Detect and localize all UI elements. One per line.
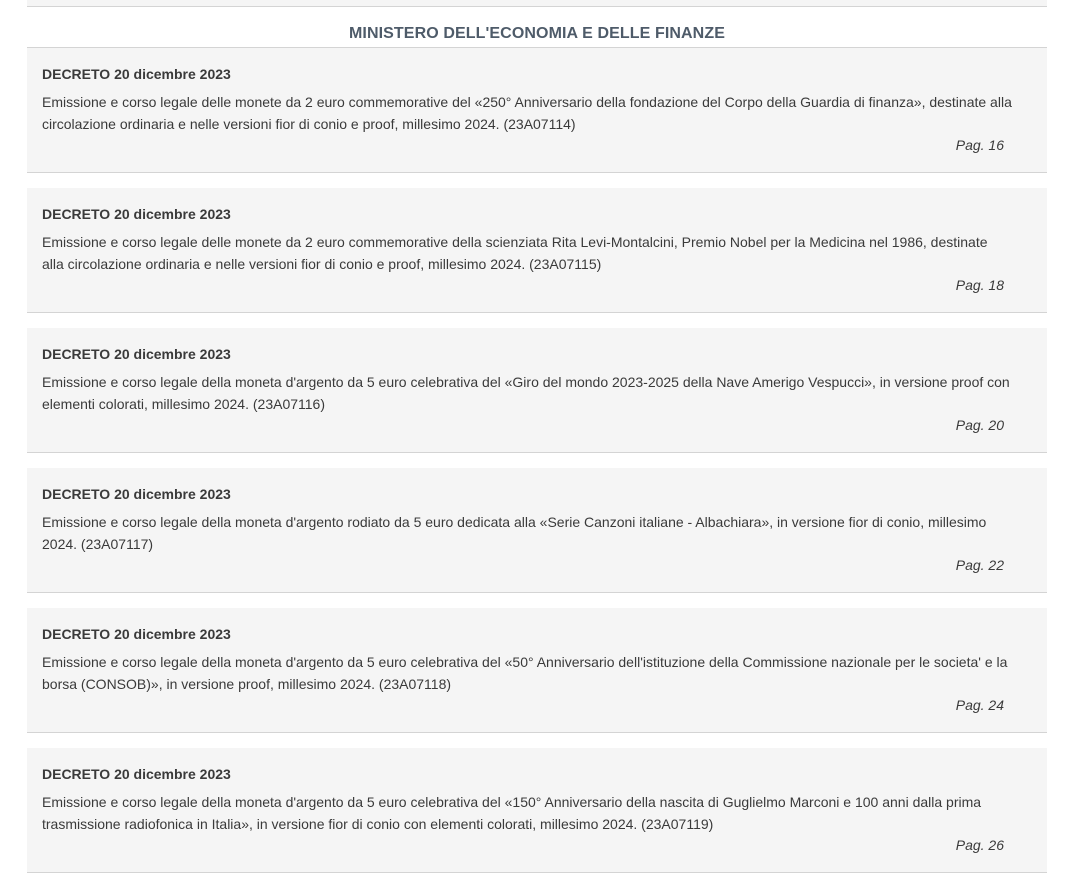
list-item bbox=[27, 48, 1047, 173]
entry-page-number: Pag. 24 bbox=[955, 697, 1004, 713]
entry-title-link[interactable]: DECRETO 20 dicembre 2023 bbox=[42, 206, 231, 222]
entry-title-link[interactable]: DECRETO 20 dicembre 2023 bbox=[42, 66, 231, 82]
list-item bbox=[27, 328, 1047, 453]
entry-description-link[interactable]: Emissione e corso legale della moneta d'argento rodiato da 5 euro dedicata alla «Serie Canzoni italiane - Albachiara», in versione fior di conio, millesimo 2024. (23A07117) bbox=[42, 514, 987, 552]
section-header bbox=[27, 18, 1047, 48]
entry-title-link[interactable]: DECRETO 20 dicembre 2023 bbox=[42, 766, 231, 782]
entry-description-link[interactable]: Emissione e corso legale delle monete da 2 euro commemorative del «250° Anniversario della fondazione del Corpo della Guardia di finanza», destinate alla circolazione ordinaria e nelle versioni fior di conio e proof, millesimo 2024. (23A07114) bbox=[42, 94, 1012, 132]
entry-page-number: Pag. 18 bbox=[955, 277, 1004, 293]
previous-entry-card bbox=[27, 0, 1047, 7]
list-item bbox=[27, 608, 1047, 733]
entry-description-link[interactable]: Emissione e corso legale delle monete da 2 euro commemorative della scienziata Rita Levi-Montalcini, Premio Nobel per la Medicina nel 1986, destinate alla circolazione ordinaria e nelle versioni fior di conio e proof, millesimo 2024. (23A07115) bbox=[42, 234, 988, 272]
list-item bbox=[27, 468, 1047, 593]
entry-page-number: Pag. 26 bbox=[955, 837, 1004, 853]
entry-description-link[interactable]: Emissione e corso legale della moneta d'argento da 5 euro celebrativa del «Giro del mondo 2023-2025 della Nave Amerigo Vespucci», in versione proof con elementi colorati, millesimo 2024. (23A07116) bbox=[42, 374, 1010, 412]
entry-title-link[interactable]: DECRETO 20 dicembre 2023 bbox=[42, 346, 231, 362]
entry-description-link[interactable]: Emissione e corso legale della moneta d'argento da 5 euro celebrativa del «50° Anniversario dell'istituzione della Commissione nazionale per le societa' e la borsa (CONSOB)», in versione proof, millesimo 2024. (23A07118) bbox=[42, 654, 1008, 692]
entry-list bbox=[27, 48, 1047, 888]
entry-page-number: Pag. 22 bbox=[955, 557, 1004, 573]
entry-page-number: Pag. 16 bbox=[955, 137, 1004, 153]
entry-page-number: Pag. 20 bbox=[955, 417, 1004, 433]
entry-description-link[interactable]: Emissione e corso legale della moneta d'argento da 5 euro celebrativa del «150° Anniversario della nascita di Guglielmo Marconi e 100 anni dalla prima trasmissione radiofonica in Italia», in versione fior di conio con elementi colorati, millesimo 2024. (23A07119) bbox=[42, 794, 982, 832]
list-item bbox=[27, 748, 1047, 873]
list-item bbox=[27, 188, 1047, 313]
entry-title-link[interactable]: DECRETO 20 dicembre 2023 bbox=[42, 626, 231, 642]
entry-title-link[interactable]: DECRETO 20 dicembre 2023 bbox=[42, 486, 231, 502]
section-title: MINISTERO DELL'ECONOMIA E DELLE FINANZE bbox=[348, 25, 725, 42]
